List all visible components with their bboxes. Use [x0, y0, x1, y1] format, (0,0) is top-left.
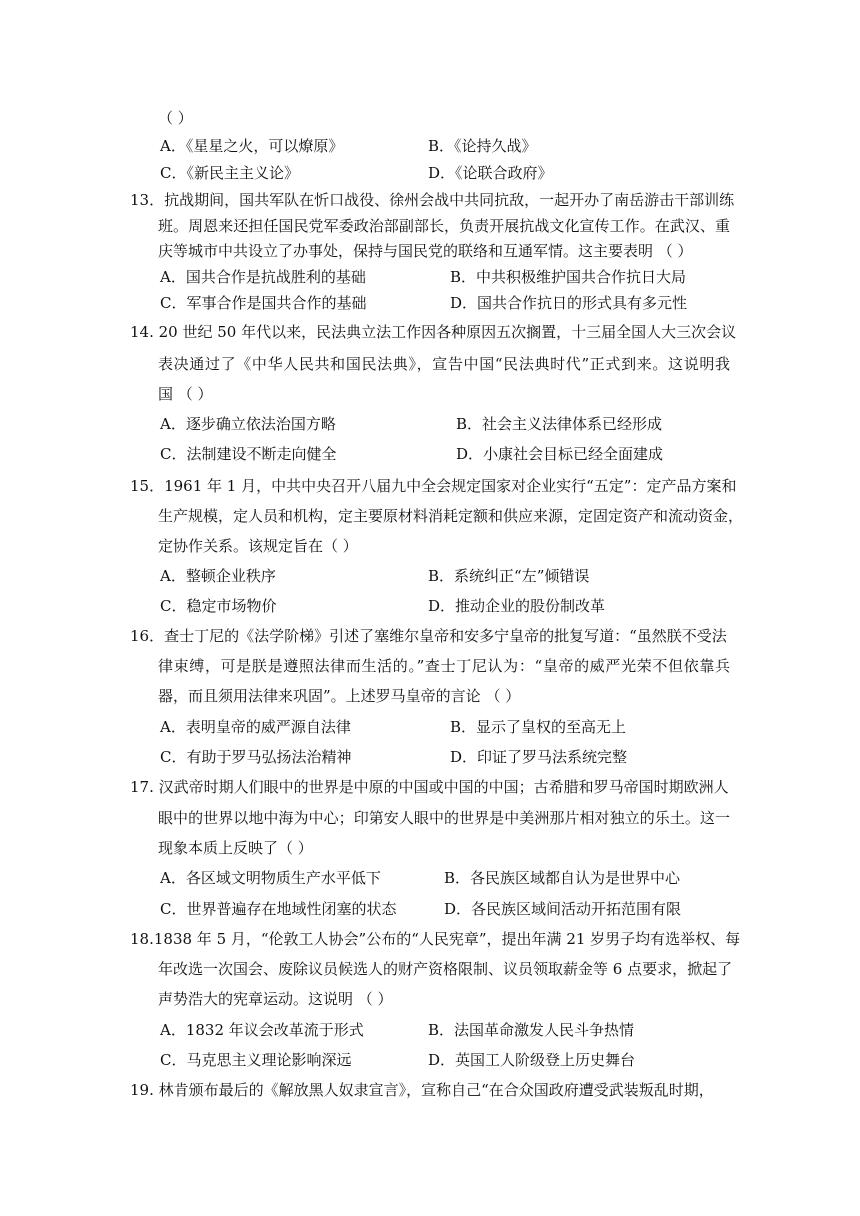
q15-option-b: B．系统纠正“左”倾错误 — [428, 567, 590, 585]
q14-stem-line-1: 14. 20 世纪 50 年代以来，民法典立法工作因各种原因五次搁置，十三届全国人大三次会议 — [130, 323, 737, 341]
q14-option-a: A．逐步确立依法治国方略 — [160, 415, 336, 433]
q13-option-a: A．国共合作是抗战胜利的基础 — [160, 268, 366, 286]
q15-option-a: A．整顿企业秩序 — [160, 567, 276, 585]
q15-stem-line-2: 生产规模，定人员和机构，定主要原材料消耗定额和供应来源，定固定资产和流动资金， — [158, 507, 744, 525]
q17-option-b: B．各民族区域都自认为是世界中心 — [444, 869, 681, 887]
q12-option-c: C．《新民主主义论》 — [160, 164, 299, 182]
q13-stem-line-3: 庆等城市中共设立了办事处，保持与国民党的联络和互通军情。这主要表明 （ ） — [158, 242, 693, 260]
q18-stem-line-1: 18.1838 年 5 月，“伦敦工人协会”公布的“人民宪章”，提出年满 21 岁男子均有选举权、每 — [130, 930, 741, 948]
q18-option-b: B．法国革命激发人民斗争热情 — [428, 1021, 635, 1039]
q12-option-b: B．《论持久战》 — [428, 137, 537, 155]
q14-stem-line-3: 国 （ ） — [158, 385, 213, 403]
q18-option-a: A．1832 年议会改革流于形式 — [160, 1021, 364, 1039]
q17-option-a: A．各区域文明物质生产水平低下 — [160, 869, 381, 887]
q18-stem-line-2: 年改选一次国会、废除议员候选人的财产资格限制、议员领取薪金等 6 点要求，掀起了 — [158, 960, 733, 978]
q14-option-b: B．社会主义法律体系已经形成 — [456, 415, 663, 433]
q12-option-d: D．《论联合政府》 — [428, 164, 553, 182]
q15-option-c: C．稳定市场物价 — [160, 597, 277, 615]
q18-stem-line-3: 声势浩大的宪章运动。这说明 （ ） — [158, 990, 393, 1008]
q17-stem-line-3: 现象本质上反映了（ ） — [158, 839, 313, 857]
q14-option-c: C．法制建设不断走向健全 — [160, 445, 337, 463]
q16-option-c: C．有助于罗马弘扬法治精神 — [160, 748, 352, 766]
q12-option-a: A．《星星之火，可以燎原》 — [160, 137, 344, 155]
q15-stem-line-1: 15．1961 年 1 月，中共中央召开八届九中全会规定国家对企业实行“五定”：定产品方案和 — [130, 477, 737, 495]
q17-option-c: C．世界普遍存在地域性闭塞的状态 — [160, 900, 397, 918]
q16-stem-line-2: 律束缚，可是朕是遵照法律而生活的。”查士丁尼认为：“皇帝的威严光荣不但依靠兵 — [158, 657, 730, 675]
q17-stem-line-1: 17. 汉武帝时期人们眼中的世界是中原的中国或中国的中国；古希腊和罗马帝国时期欧洲人 — [130, 778, 729, 796]
q12-answer-bracket: （ ） — [158, 109, 193, 127]
q15-stem-line-3: 定协作关系。该规定旨在（ ） — [158, 537, 358, 555]
q13-stem-line-1: 13．抗战期间，国共军队在忻口战役、徐州会战中共同抗敌，一起开办了南岳游击干部训练 — [130, 191, 735, 209]
q16-option-d: D．印证了罗马法系统完整 — [450, 748, 628, 766]
q14-option-d: D．小康社会目标已经全面建成 — [456, 445, 664, 463]
q16-stem-line-1: 16．查士丁尼的《法学阶梯》引述了塞维尔皇帝和安多宁皇帝的批复写道：“虽然朕不受法 — [130, 627, 727, 645]
q16-option-b: B．显示了皇权的至高无上 — [450, 718, 627, 736]
q14-stem-line-2: 表决通过了《中华人民共和国民法典》，宣告中国“民法典时代”正式到来。这说明我 — [158, 355, 730, 373]
q18-option-c: C．马克思主义理论影响深远 — [160, 1051, 352, 1069]
q19-stem-line-1: 19. 林肯颁布最后的《解放黑人奴隶宣言》，宣称自己“在合众国政府遭受武装叛乱时期， — [130, 1081, 714, 1099]
q18-option-d: D．英国工人阶级登上历史舞台 — [428, 1051, 636, 1069]
q16-option-a: A．表明皇帝的威严源自法律 — [160, 718, 351, 736]
q17-option-d: D．各民族区域间活动开拓范围有限 — [444, 900, 682, 918]
q13-option-d: D．国共合作抗日的形式具有多元性 — [450, 294, 688, 312]
q17-stem-line-2: 眼中的世界以地中海为中心；印第安人眼中的世界是中美洲那片相对独立的乐土。这一 — [158, 809, 730, 827]
q15-option-d: D．推动企业的股份制改革 — [428, 597, 606, 615]
q13-option-c: C．军事合作是国共合作的基础 — [160, 294, 367, 312]
q13-option-b: B．中共积极维护国共合作抗日大局 — [450, 268, 687, 286]
q13-stem-line-2: 班。周恩来还担任国民党军委政治部副部长，负责开展抗战文化宣传工作。在武汉、重 — [158, 217, 730, 235]
q16-stem-line-3: 器，而且须用法律来巩固”。上述罗马皇帝的言论 （ ） — [158, 687, 521, 705]
